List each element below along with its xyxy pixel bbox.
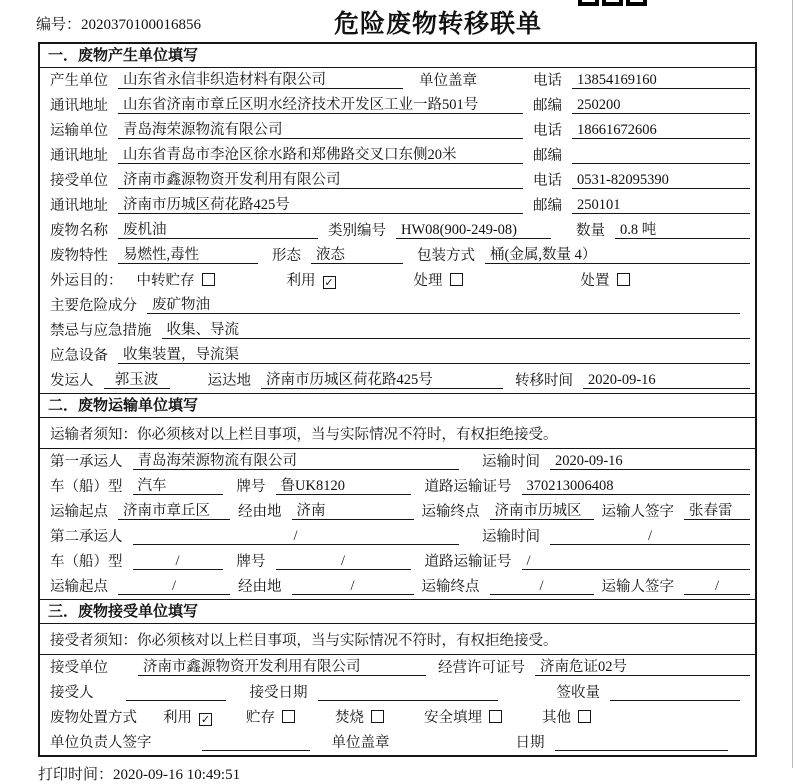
purpose-option-dispose — [581, 273, 630, 289]
disposal-option-use — [163, 710, 212, 726]
section2-header: 二．废物运输单位填写 — [40, 393, 755, 418]
producer-label: 产生单位 — [50, 73, 108, 89]
purpose-option-transfer — [137, 273, 215, 289]
received-qty-label: 签收量 — [556, 685, 600, 701]
transport-time-value: 2020-09-16 — [550, 453, 750, 470]
purpose-option-treat — [414, 273, 463, 289]
row-producer — [40, 68, 755, 93]
road-permit-value: 370213006408 — [522, 478, 751, 495]
transporter-phone-value: 18661672606 — [572, 122, 750, 139]
carrier-sign-label: 运输人签字 — [601, 504, 674, 520]
row-carrier1 — [40, 449, 755, 474]
receiver-phone-value: 0531-82095390 — [572, 172, 750, 189]
vehicle-type2-value: / — [133, 553, 223, 570]
transport-time-label: 运输时间 — [482, 454, 540, 470]
carrier-sign-value: 张春雷 — [684, 503, 750, 520]
route-start-label: 运输起点 — [50, 504, 108, 520]
receiver-zip-value: 250101 — [572, 197, 750, 214]
disposal-option-store — [246, 710, 295, 726]
carrier2-value: / — [133, 528, 459, 545]
equipment-label: 应急设备 — [50, 348, 108, 364]
via-label: 经由地 — [238, 579, 282, 595]
option-label: 处置 — [580, 273, 610, 289]
date-value — [555, 734, 729, 751]
vehicle-type-label: 车（船）型 — [50, 554, 123, 570]
transport-time-label: 运输时间 — [482, 529, 540, 545]
transport-time2-value: / — [550, 528, 750, 545]
row-route1 — [40, 499, 755, 524]
carrier2-label: 第二承运人 — [50, 529, 123, 545]
waste-name-label: 废物名称 — [50, 223, 108, 239]
option-label: 其他 — [542, 710, 571, 726]
date-label: 日期 — [515, 735, 545, 751]
taboo-value: 收集、导流 — [162, 322, 751, 339]
responsible-sign-value — [202, 734, 310, 751]
row-carrier2 — [40, 524, 755, 549]
transfer-time-label: 转移时间 — [515, 373, 573, 389]
destination-label: 运达地 — [207, 373, 251, 389]
transfer-form — [38, 42, 757, 757]
print-time-label: 打印时间： — [38, 767, 114, 783]
row-hazard — [40, 293, 755, 318]
vehicle-type-value: 汽车 — [133, 478, 223, 495]
route-end-label: 运输终点 — [421, 504, 480, 520]
accept-date-label: 接受日期 — [249, 685, 308, 701]
carrier-sign-label: 运输人签字 — [601, 579, 674, 595]
traits-value: 易燃性,毒性 — [118, 247, 258, 264]
checkbox-disposal-other — [578, 710, 591, 723]
hazard-label: 主要危险成分 — [50, 298, 137, 314]
route-start-label: 运输起点 — [50, 579, 108, 595]
row-taboo — [40, 318, 755, 343]
checkbox-disposal-incinerate — [371, 710, 384, 723]
seal-label: 单位盖章 — [419, 73, 477, 89]
producer-value: 山东省永信非织造材料有限公司 — [118, 72, 403, 89]
row-receiver-address — [40, 193, 755, 218]
transporter-value: 青岛海荣源物流有限公司 — [118, 122, 523, 139]
row-waste-name — [40, 218, 755, 243]
row-transporter-address — [40, 143, 755, 168]
checkbox-disposal-landfill — [489, 710, 502, 723]
option-label: 利用 — [286, 273, 316, 289]
row-acceptor — [40, 680, 755, 705]
print-time-value: 2020-09-16 10:49:51 — [113, 767, 241, 783]
checkbox-disposal-use: ✓ — [200, 713, 211, 726]
via-value: 济南 — [292, 503, 414, 520]
waste-name-value: 废机油 — [118, 222, 318, 239]
plate-label: 牌号 — [236, 554, 266, 570]
packing-label: 包装方式 — [417, 248, 475, 264]
page-title: 危险废物转移联单 — [333, 11, 542, 38]
serial-label: 编号： — [36, 17, 82, 33]
route-end2-value: / — [490, 578, 594, 595]
vehicle-type-label: 车（船）型 — [50, 479, 123, 495]
plate-label: 牌号 — [236, 479, 266, 495]
hazard-value: 废矿物油 — [147, 297, 740, 314]
row-equipment — [40, 343, 755, 368]
section3-header: 三．废物接受单位填写 — [40, 599, 755, 624]
responsible-sign-label: 单位负责人签字 — [50, 735, 152, 751]
route-start2-value: / — [118, 578, 230, 595]
producer-zip-value: 250200 — [572, 97, 750, 114]
plate2-value: / — [276, 553, 411, 570]
accept-unit-label: 接受单位 — [50, 660, 108, 676]
row-producer-address — [40, 93, 755, 118]
zip-label: 邮编 — [533, 98, 562, 114]
row-receiver — [40, 168, 755, 193]
receiver-label: 接受单位 — [50, 173, 108, 189]
acceptor-label: 接受人 — [50, 685, 94, 701]
phone-label: 电话 — [533, 73, 562, 89]
option-label: 安全填埋 — [424, 710, 482, 726]
transporter-label: 运输单位 — [50, 123, 108, 139]
row-signature — [40, 730, 755, 755]
category-value: HW08(900-249-08) — [396, 222, 551, 239]
sender-label: 发运人 — [50, 373, 94, 389]
road-permit2-value: / — [522, 553, 751, 570]
transporter-notice: 运输者须知：你必须核对以上栏目事项，当与实际情况不符时，有权拒绝接受。 — [40, 418, 755, 449]
road-permit-label: 道路运输证号 — [424, 479, 512, 495]
serial-value: 2020370100016856 — [81, 17, 202, 33]
traits-label: 废物特性 — [50, 248, 108, 264]
zip-label: 邮编 — [533, 148, 562, 164]
acceptor-value — [126, 684, 226, 701]
row-purpose — [40, 268, 755, 293]
checkbox-disposal-store — [282, 710, 295, 723]
destination-value: 济南市历城区荷花路425号 — [261, 372, 503, 389]
phone-label: 电话 — [533, 173, 562, 189]
disposal-option-landfill — [424, 710, 502, 726]
document-header — [0, 0, 796, 42]
transporter-address-value: 山东省青岛市李沧区徐水路和郑佛路交叉口东侧20米 — [118, 147, 523, 164]
carrier1-label: 第一承运人 — [50, 454, 123, 470]
route-end-label: 运输终点 — [421, 579, 480, 595]
checkbox-dispose — [617, 273, 630, 286]
route-end-value: 济南市历城区 — [490, 503, 594, 520]
taboo-label: 禁忌与应急措施 — [50, 323, 152, 339]
received-qty-value — [610, 684, 740, 701]
option-label: 利用 — [163, 710, 192, 726]
accept-date-value — [318, 684, 498, 701]
row-accept-unit — [40, 655, 755, 680]
transfer-time-value: 2020-09-16 — [583, 372, 750, 389]
receiver-address-value: 济南市历城区荷花路425号 — [118, 197, 523, 214]
via-label: 经由地 — [238, 504, 282, 520]
option-label: 焚烧 — [335, 710, 364, 726]
category-label: 类别编号 — [328, 223, 386, 239]
checkbox-treat — [450, 273, 463, 286]
form-state-value: 液态 — [311, 247, 403, 264]
zip-label: 邮编 — [533, 198, 562, 214]
receiver-notice: 接受者须知：你必须核对以上栏目事项，当与实际情况不符时，有权拒绝接受。 — [40, 624, 755, 655]
route-start-value: 济南市章丘区 — [118, 503, 230, 520]
row-waste-traits — [40, 243, 755, 268]
accept-unit-value: 济南市鑫源物资开发利用有限公司 — [138, 659, 426, 676]
producer-phone-value: 13854169160 — [572, 72, 750, 89]
row-route2 — [40, 574, 755, 599]
packing-value: 桶(金属,数量 4） — [485, 247, 750, 264]
sender-value: 郭玉波 — [104, 372, 170, 389]
row-disposal — [40, 705, 755, 730]
plate-value: 鲁UK8120 — [276, 478, 411, 495]
road-permit-label: 道路运输证号 — [424, 554, 512, 570]
option-label: 贮存 — [246, 710, 275, 726]
producer-address-value: 山东省济南市章丘区明水经济技术开发区工业一路501号 — [118, 97, 523, 114]
carrier1-value: 青岛海荣源物流有限公司 — [133, 453, 459, 470]
disposal-option-incinerate — [335, 710, 384, 726]
transporter-zip-value — [572, 147, 750, 164]
checkbox-transfer-storage — [202, 273, 215, 286]
disposal-label: 废物处置方式 — [50, 710, 137, 726]
equipment-value: 收集装置，导流渠 — [118, 347, 750, 364]
option-label: 处理 — [413, 273, 443, 289]
row-sender — [40, 368, 755, 393]
license-value: 济南危证02号 — [535, 659, 750, 676]
print-time — [38, 763, 796, 784]
disposal-option-other — [542, 710, 591, 726]
phone-label: 电话 — [533, 123, 562, 139]
purpose-option-use — [287, 273, 336, 289]
receiver-value: 济南市鑫源物资开发利用有限公司 — [118, 172, 523, 189]
carrier-sign2-value: / — [684, 578, 750, 595]
section1-header: 一．废物产生单位填写 — [40, 44, 755, 68]
address-label: 通讯地址 — [50, 198, 108, 214]
address-label: 通讯地址 — [50, 98, 108, 114]
page-edge-divider — [792, 0, 793, 768]
via2-value: / — [292, 578, 414, 595]
quantity-label: 数量 — [576, 223, 605, 239]
row-vehicle1 — [40, 474, 755, 499]
row-vehicle2 — [40, 549, 755, 574]
checkbox-use: ✓ — [324, 276, 334, 289]
form-state-label: 形态 — [272, 248, 301, 264]
address-label: 通讯地址 — [50, 148, 108, 164]
purpose-label: 外运目的： — [50, 273, 123, 289]
partial-stamp — [578, 0, 670, 9]
quantity-value: 0.8 吨 — [615, 222, 750, 239]
row-transporter — [40, 118, 755, 143]
unit-seal-label: 单位盖章 — [331, 735, 390, 751]
option-label: 中转贮存 — [136, 273, 195, 289]
license-label: 经营许可证号 — [438, 660, 525, 676]
